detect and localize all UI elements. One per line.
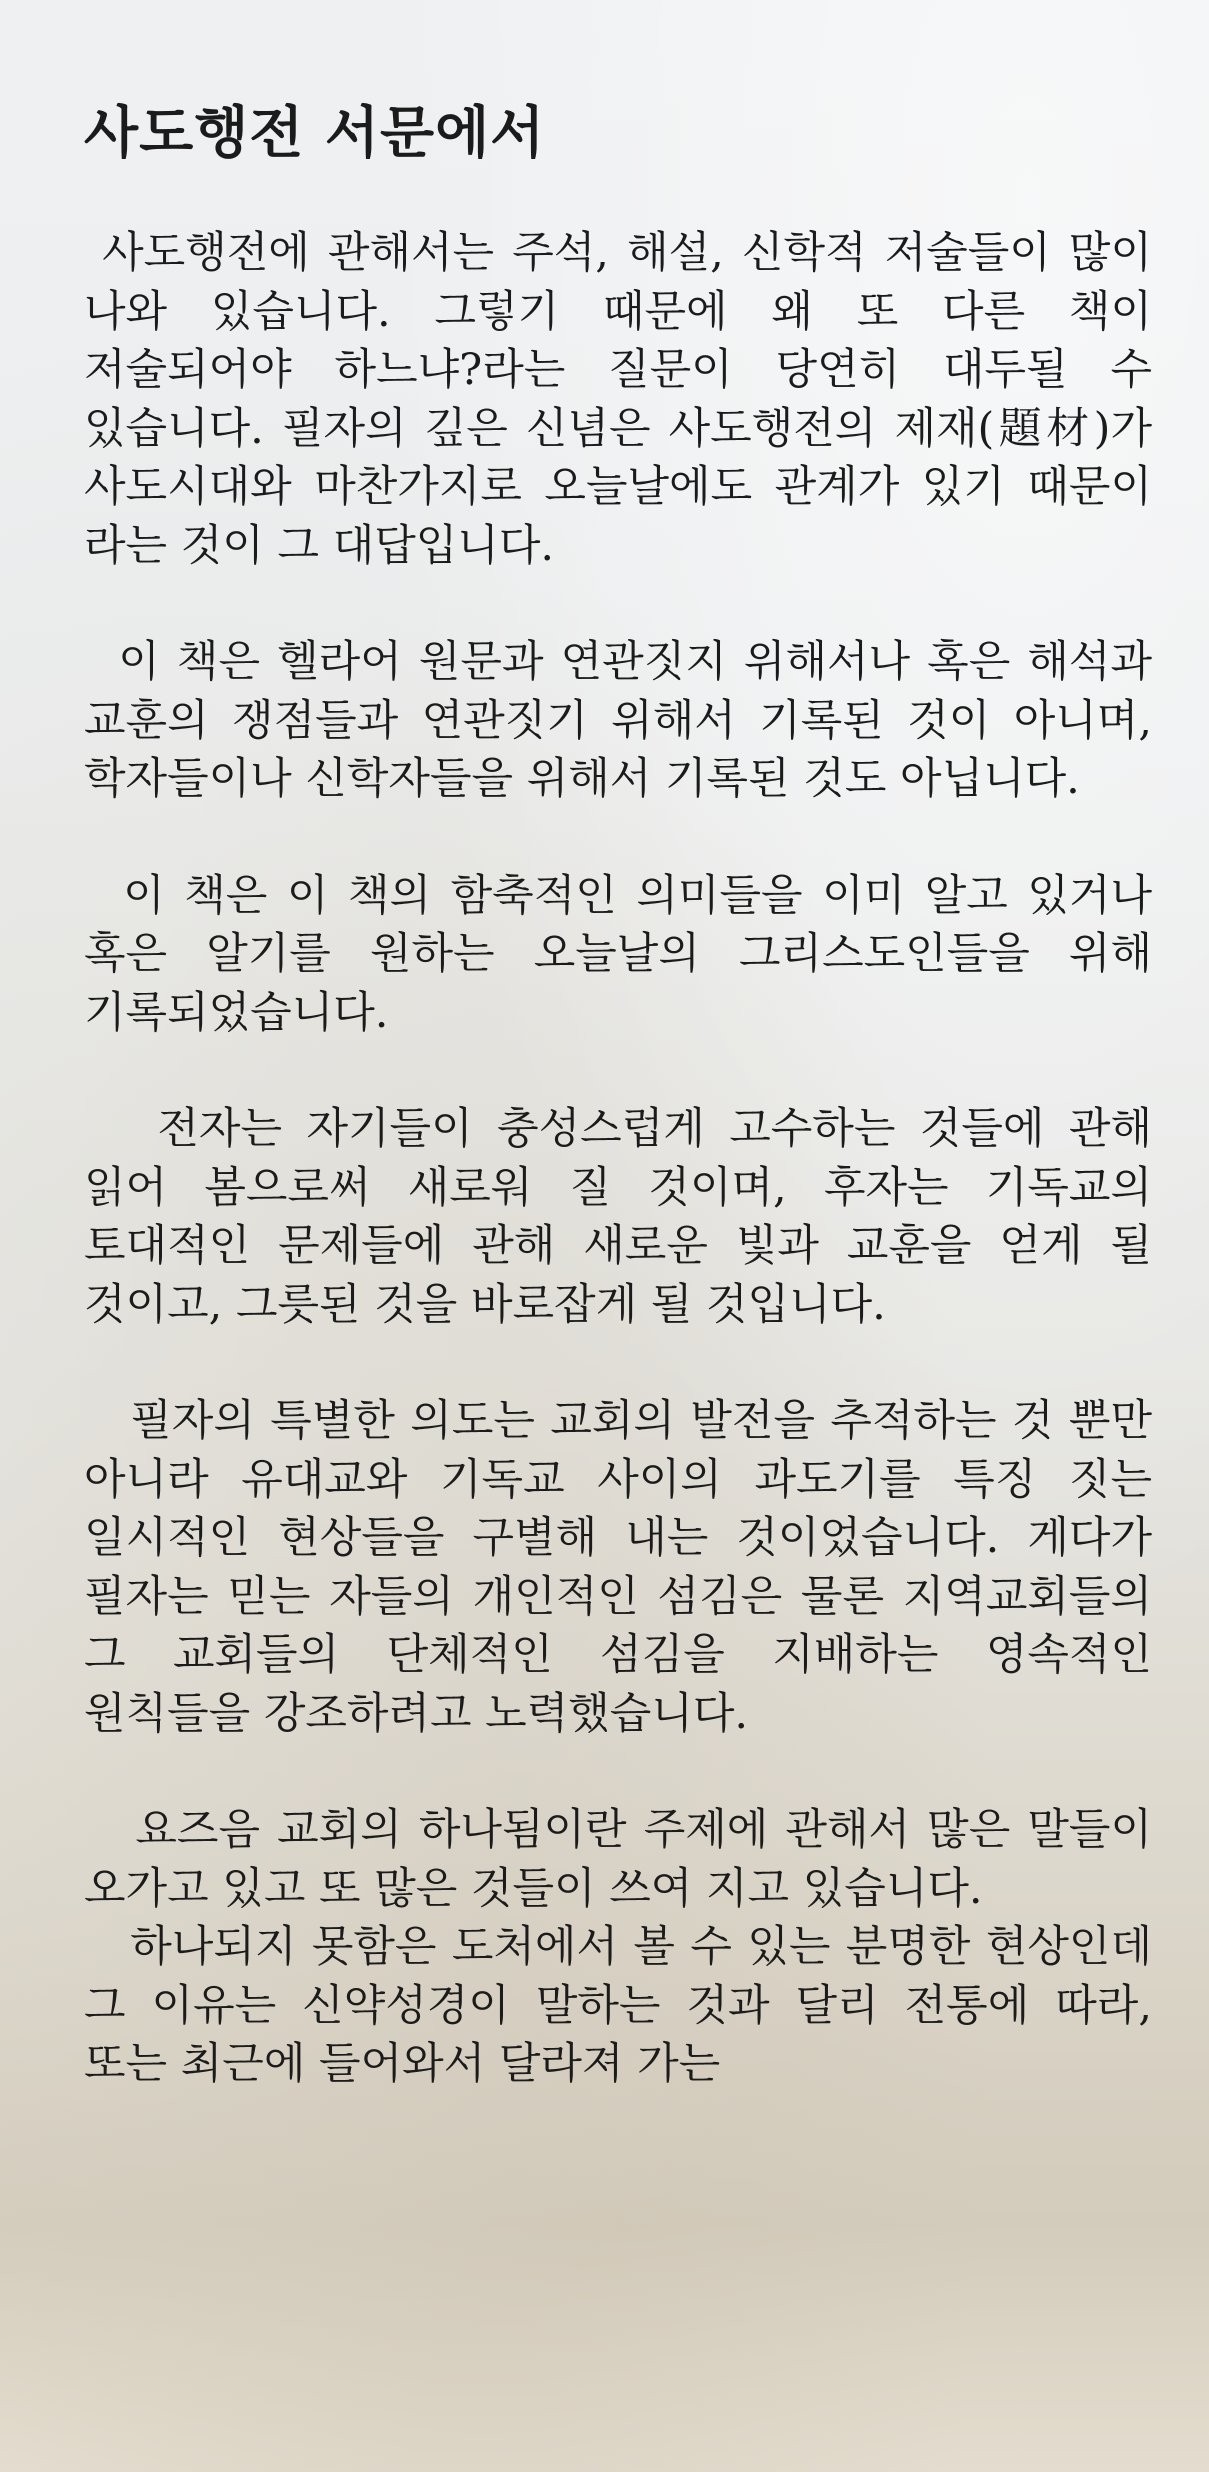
paragraph-disunity: 하나되지 못함은 도처에서 볼 수 있는 분명한 현상인데 그 이유는 신약성경이 말하는 것과 달리 전통에 따라, 또는 최근에 들어와서 달라져 가는 (84, 1922, 1180, 2089)
paragraph-intro: 사도행전에 관해서는 주석, 해설, 신학적 저술들이 많이 나와 있습니다. 그렇기 때문에 왜 또 다른 책이 저술되어야 하느냐?라는 질문이 당연히 대두될 수 있습니다. 필자의 깊은 신념은 사도행전의 제재(題材)가 사도시대와 마찬가지로 오늘날에도 관계가 있기 때문이 라는 것이 그 대답입니다. (84, 228, 1166, 571)
paragraph-church-unity: 요즈음 교회의 하나됨이란 주제에 관해서 많은 말들이 오가고 있고 또 많은 것들이 쓰여 지고 있습니다. (84, 1805, 1166, 1914)
paragraph-purpose-not: 이 책은 헬라어 원문과 연관짓지 위해서나 혹은 해석과 교훈의 쟁점들과 연관짓기 위해서 기록된 것이 아니며, 학자들이나 신학자들을 위해서 기록된 것도 아닙니다. (84, 637, 1166, 804)
paragraph-audience: 이 책은 이 책의 함축적인 의미들을 이미 알고 있거나 혹은 알기를 원하는 오늘날의 그리스도인들을 위해 기록되었습니다. (84, 870, 1166, 1038)
page-title: 사도행전 서문에서 (84, 101, 546, 166)
paragraph-benefit: 전자는 자기들이 충성스럽게 고수하는 것들에 관해 읽어 봄으로써 새로워 질 것이며, 후자는 기독교의 토대적인 문제들에 관해 새로운 빛과 교훈을 얻게 될 것이고, 그릇된 것을 바로잡게 될 것입니다. (84, 1104, 1166, 1330)
paragraph-intent: 필자의 특별한 의도는 교회의 발전을 추적하는 것 뿐만 아니라 유대교와 기독교 사이의 과도기를 특징 짓는 일시적인 현상들을 구별해 내는 것이었습니다. 게다가 필자는 믿는 자들의 개인적인 섬김은 물론 지역교회들의 그 교회들의 단체적인 섬김을 지배하는 영속적인 원칙들을 강조하려고 노력했습니다. (84, 1396, 1166, 1739)
document-page (84, 96, 1180, 2094)
